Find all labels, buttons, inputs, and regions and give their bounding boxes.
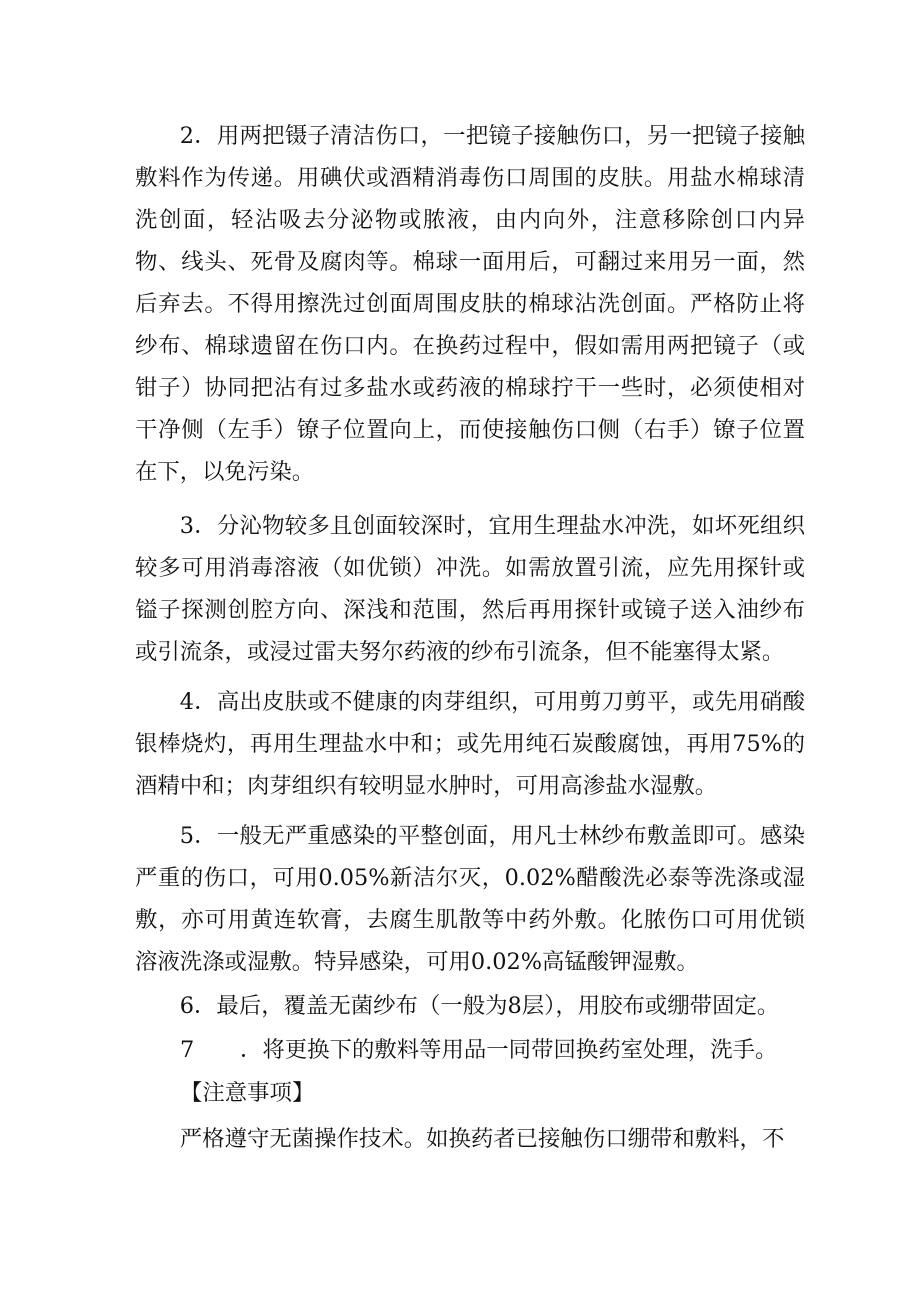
step-7-text: ．将更换下的敷料等用品一同带回换药室处理，洗手。	[240, 1037, 778, 1063]
step-7-number: 7	[180, 1037, 195, 1063]
paragraph-step-7	[180, 1029, 777, 1071]
paragraph-step-5: 5．一般无严重感染的平整创面，用凡士林纱布敷盖即可。感染严重的伤口，可用0.05%新洁尔灭，0.02%醋酸洗必泰等洗涤或湿敷，亦可用黄连软膏，去腐生肌散等中药外敷。化脓伤口可用优锁溶液洗涤或湿敷。特异感染，可用0.02%高锰酸钾湿敷。	[135, 823, 805, 975]
notes-paragraph: 严格遵守无菌操作技术。如换药者已接触伤口绷带和敷料，不	[179, 1126, 785, 1152]
paragraph-step-2: 2．用两把镊子清洁伤口，一把镜子接触伤口，另一把镜子接触敷料作为传递。用碘伏或酒精消毒伤口周围的皮肤。用盐水棉球清洗创面，轻沾吸去分泌物或脓液，由内向外，注意移除创口内异物、线头、死骨及腐肉等。棉球一面用后，可翻过来用另一面，然后弃去。不得用擦洗过创面周围皮肤的棉球沾洗创面。严格防止将纱布、棉球遗留在伤口内。在换药过程中，假如需用两把镜子（或钳子）协同把沾有过多盐水或药液的棉球拧干一些时，必须使相对干净侧（左手）镣子位置向上，而使接触伤口侧（右手）镣子位置在下，以免污染。	[135, 123, 805, 485]
paragraph-step-4: 4．高出皮肤或不健康的肉芽组织，可用剪刀剪平，或先用硝酸银棒烧灼，再用生理盐水中和；或先用纯石炭酸腐蚀，再用75%的酒精中和；肉芽组织有较明显水肿时，可用高渗盐水湿敷。	[135, 689, 805, 799]
notes-heading: 【注意事项】	[180, 1080, 315, 1106]
paragraph-step-6: 6．最后，覆盖无菌纱布（一般为8层），用胶布或绷带固定。	[179, 993, 780, 1019]
paragraph-step-3: 3．分沁物较多且创面较深时，宜用生理盐水冲洗，如坏死组织较多可用消毒溶液（如优锁）冲洗。如需放置引流，应先用探针或镒子探测创腔方向、深浅和范围，然后再用探针或镜子送入油纱布或引流条，或浸过雷夫努尔药液的纱布引流条，但不能塞得太紧。	[135, 513, 805, 665]
